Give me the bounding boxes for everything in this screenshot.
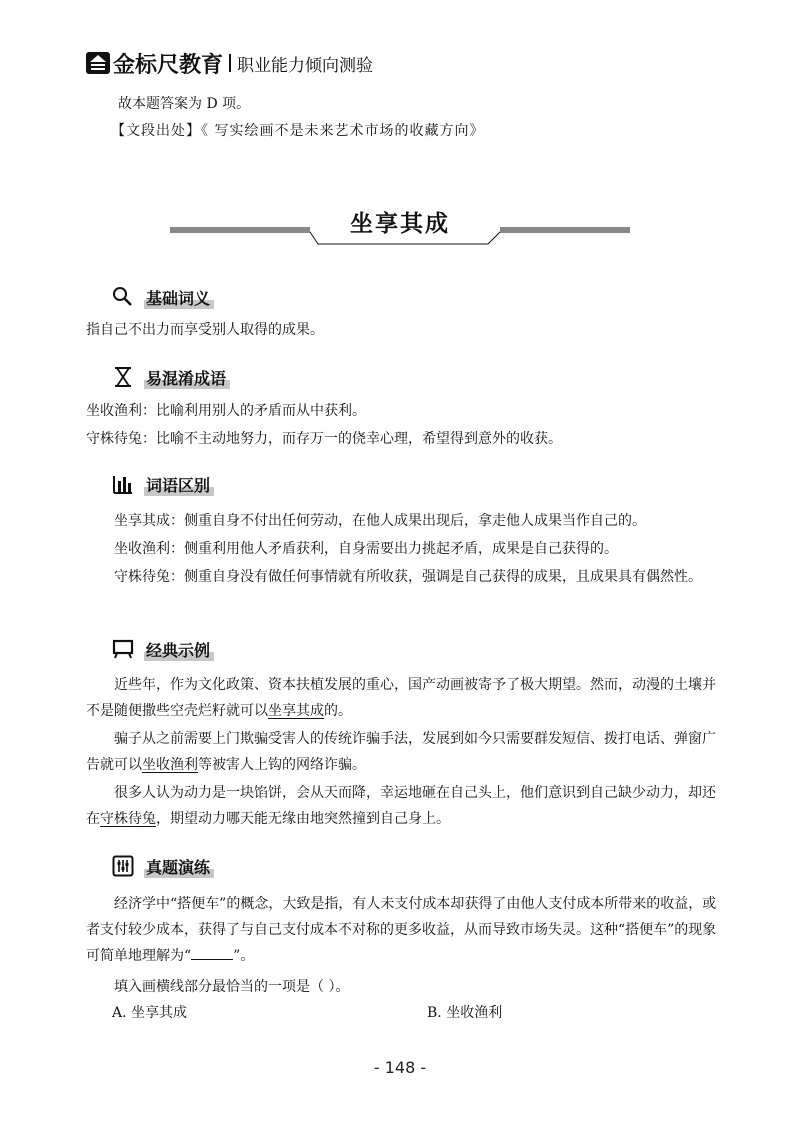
section-title: 易混淆成语: [146, 366, 226, 389]
example-text: 的。: [324, 703, 352, 719]
question-text: 经济学中“搭便车”的概念，大致是指，有人未支付成本却获得了由他人支付成本所带来的收益，或者支付较少成本，获得了与自己支付成本不对称的更多收益，从而导致市场失灵。这种“搭便车”的现象可简单地理解为“: [86, 896, 717, 964]
idiom-title: 坐享其成: [350, 210, 450, 237]
option-a: A. 坐享其成: [112, 1005, 188, 1021]
bar-chart-icon: [112, 473, 134, 495]
answer-line: 故本题答案为 D 项。: [118, 96, 251, 112]
section-title: 经典示例: [146, 638, 210, 661]
logo-icon: [86, 52, 110, 74]
title-block: [170, 200, 630, 250]
difference-item: 坐享其成：侧重自身不付出任何劳动，在他人成果出现后，拿走他人成果当作自己的。: [114, 513, 646, 529]
section-title: 基础词义: [146, 286, 210, 309]
section-practice-heading: [112, 853, 210, 879]
practice-prompt: 填入画横线部分最恰当的一项是（ ）。: [114, 979, 350, 995]
header-subject: 职业能力倾向测验: [237, 55, 374, 76]
page-header: [86, 50, 373, 76]
difference-item: 守株待兔：侧重自身没有做任何事情就有所收获，强调是自己获得的成果，且成果具有偶然性。: [114, 569, 702, 585]
section-confusing-heading: [112, 364, 226, 390]
example-text: ，期望动力哪天能无缘由地突然撞到自己身上。: [156, 811, 450, 827]
example-text: 很多人认为动力是一块馅饼，会从天而降，幸运地砸在自己头上，他们意识到自己缺少动力，却还在: [86, 785, 716, 827]
brand-name: 金标尺教育: [113, 52, 224, 78]
magnifier-icon: [112, 286, 134, 308]
section-examples-heading: [112, 636, 210, 662]
section-title: 词语区别: [146, 473, 210, 496]
example-text: 等被害人上钩的网络诈骗。: [198, 757, 366, 773]
example-term: 坐收渔利: [142, 757, 198, 773]
hourglass-icon: [112, 366, 134, 388]
answer-blank: [191, 945, 233, 960]
example-paragraph: [86, 672, 726, 724]
option-b: B. 坐收渔利: [427, 1005, 503, 1021]
practice-question: [86, 891, 726, 969]
page-number: - 148 -: [373, 1058, 427, 1077]
example-paragraph: [86, 780, 726, 832]
section-basic-heading: [112, 284, 210, 310]
example-text: 近些年，作为文化政策、资本扶植发展的重心，国产动画被寄予了极大期望。然而，动漫的土壤并不是随便撒些空壳烂籽就可以: [86, 677, 716, 719]
section-title: 真题演练: [146, 855, 210, 878]
source-line: 【文段出处】《 写实绘画不是未来艺术市场的收藏方向》: [111, 123, 485, 139]
example-term: 坐享其成: [268, 703, 324, 719]
difference-item: 坐收渔利：侧重利用他人矛盾获利，自身需要出力挑起矛盾，成果是自己获得的。: [114, 541, 618, 557]
basic-meaning: 指自己不出力而享受别人取得的成果。: [86, 322, 324, 338]
question-text: ”。: [233, 948, 255, 964]
confusing-item: 守株待兔：比喻不主动地努力，而存万一的侥幸心理，希望得到意外的收获。: [86, 431, 562, 447]
example-paragraph: [86, 726, 726, 778]
example-text: 骗子从之前需要上门欺骗受害人的传统诈骗手法，发展到如今只需要群发短信、拨打电话、弹窗广告就可以: [86, 731, 716, 773]
confusing-item: 坐收渔利：比喻利用别人的矛盾而从中获利。: [86, 403, 366, 419]
header-divider: [229, 54, 231, 72]
section-difference-heading: [112, 471, 210, 497]
example-term: 守株待兔: [100, 811, 156, 827]
blackboard-icon: [112, 638, 134, 660]
equalizer-icon: [112, 855, 134, 877]
